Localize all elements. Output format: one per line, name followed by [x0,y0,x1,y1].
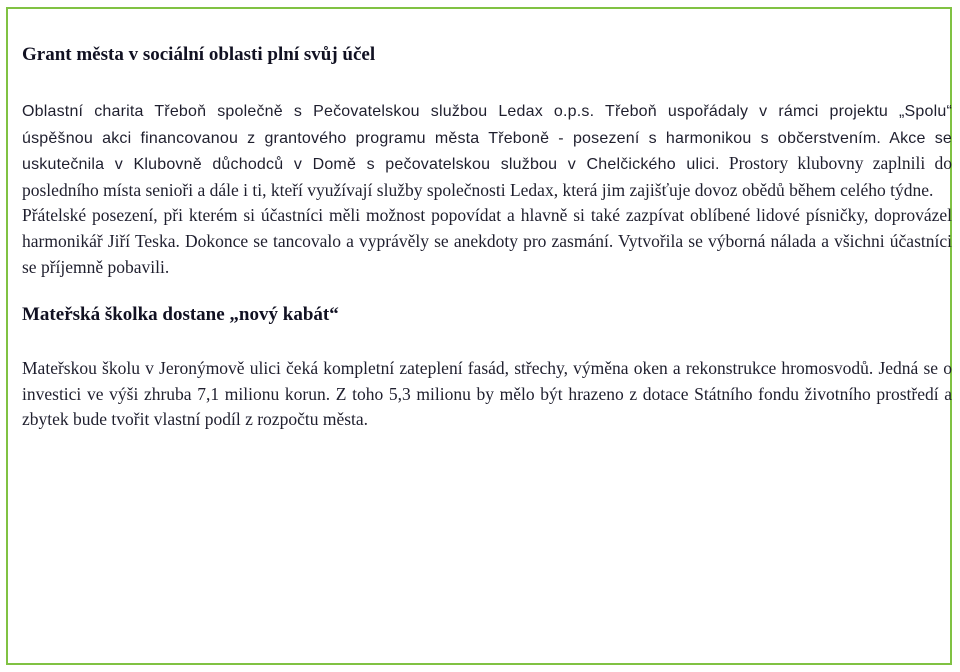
article1-paragraph1-serif: Prostory klubovny zaplnili do posledního místa senioři a dále i ti, kteří využívají služby společnosti Ledax, která jim zajišťuje dovoz obědů během celého týdne. [22,153,953,200]
article1-heading: Grant města v sociální oblasti plní svůj účel [22,44,376,65]
article1-paragraph1 [22,98,952,203]
article1-paragraph1-sans: Oblastní charita Třeboň společně s Pečovatelskou službou Ledax o.p.s. Třeboň uspořádaly v rámci projektu „Spolu“ úspěšnou akci financovanou z grantového programu města Třeboně - posezení s harmonikou s občerstvením. Akce se uskutečnila v Klubovně důchodců v Domě s pečovatelskou službou v Chelčického ulici. [22,103,952,174]
document-body [22,43,952,433]
article2-paragraph1: Mateřskou školu v Jeronýmově ulici čeká kompletní zateplení fasád, střechy, výměna oken a rekonstrukce hromosvodů. Jedná se o investici ve výši zhruba 7,1 milionu korun. Z toho 5,3 milionu by mělo být hrazeno z dotace Státního fondu životního prostředí a zbytek bude tvořit vlastní podíl z rozpočtu města. [22,358,952,430]
page-frame [6,7,952,665]
article1-paragraph2: Přátelské posezení, při kterém si účastníci měli možnost popovídat a hlavně si také zazpívat oblíbené lidové písničky, doprovázel harmonikář Jiří Teska. Dokonce se tancovalo a vyprávěly se anekdoty pro zasmání. Vytvořila se výborná nálada a všichni účastníci se příjemně pobavili. [22,205,952,277]
article2-heading: Mateřská školka dostane „nový kabát“ [22,304,339,326]
